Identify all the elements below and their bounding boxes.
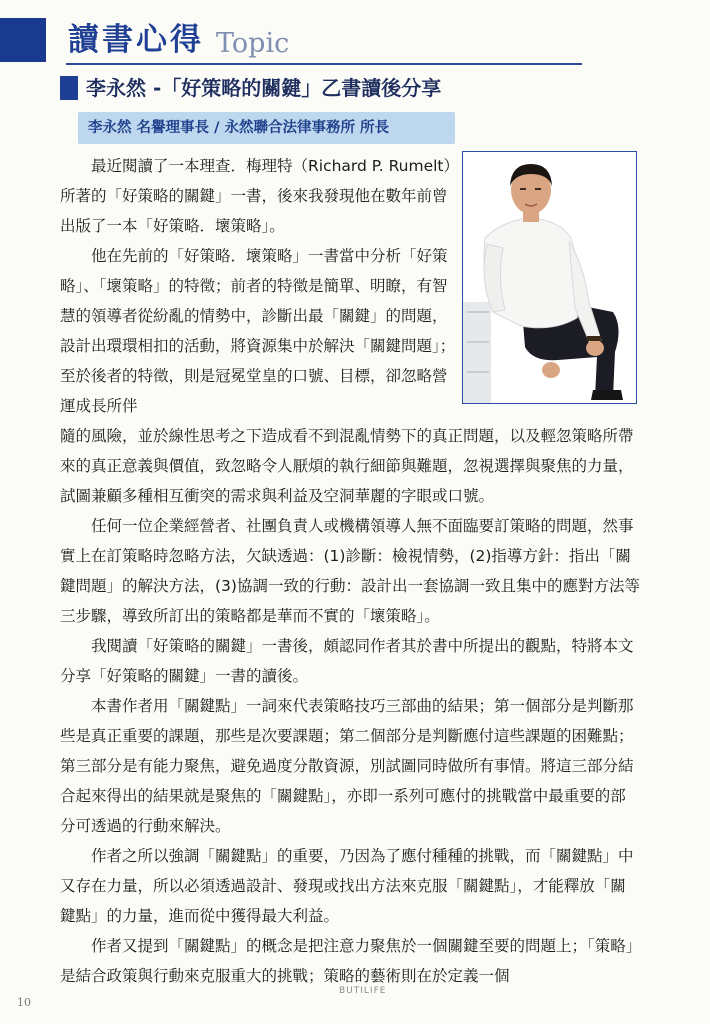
article-paragraph-2: 他在先前的「好策略．壞策略」一書當中分析「好策略」、「壞策略」的特徵；前者的特徵是簡單、明瞭，有智慧的領導者從紛亂的情勢中，診斷出最「關鍵」的問題，設計出環環相扣的活動，將資源集中於解決「關鍵問題」；至於後者的特徵，則是冠冕堂皇的口號、目標，卻忽略營運成長所伴 bbox=[60, 247, 456, 416]
magazine-brand: BUTILIFE bbox=[339, 986, 387, 996]
title-rule bbox=[66, 63, 582, 65]
article-title-marker bbox=[60, 76, 78, 100]
article-paragraph-1: 最近閱讀了一本理查．梅理特（Richard P. Rumelt）所著的「好策略的關鍵」一書，後來我發現他在數年前曾出版了一本「好策略．壞策略」。 bbox=[60, 157, 459, 236]
article-title: 李永然 -「好策略的關鍵」乙書讀後分享 bbox=[86, 76, 442, 100]
byline-banner bbox=[78, 112, 455, 144]
section-color-bar bbox=[0, 18, 46, 62]
article-paragraph-3: 任何一位企業經營者、社團負責人或機構領導人無不面臨要訂策略的問題，然事實上在訂策略時忽略方法，欠缺透過：(1)診斷：檢視情勢，(2)指導方針：指出「關鍵問題」的解決方法，(3)協調一致的行動：設計出一套協調一致且集中的應對方法等三步驟，導致所訂出的策略都是華而不實的「壞策略」。 bbox=[60, 517, 640, 626]
article-paragraph-2-continued: 隨的風險，並於線性思考之下造成看不到混亂情勢下的真正問題，以及輕忽策略所帶來的真正意義與價值，致忽略令人厭煩的執行細節與難題，忽視選擇與聚焦的力量，試圖兼顧多種相互衝突的需求與利益及空洞華麗的字眼或口號。 bbox=[60, 427, 634, 506]
article-paragraph-6: 作者之所以強調「關鍵點」的重要，乃因為了應付種種的挑戰，而「關鍵點」中又存在力量，所以必須透過設計、發現或找出方法來克服「關鍵點」，才能釋放「關鍵點」的力量，進而從中獲得最大利益。 bbox=[60, 847, 634, 926]
page-number: 10 bbox=[17, 996, 31, 1009]
byline-text: 李永然 名譽理事長 / 永然聯合法律事務所 所長 bbox=[88, 120, 389, 136]
article-paragraph-7: 作者又提到「關鍵點」的概念是把注意力聚焦於一個關鍵至要的問題上；「策略」是結合政策與行動來克服重大的挑戰；策略的藝術則在於定義一個 bbox=[60, 937, 634, 986]
author-photo bbox=[462, 151, 637, 404]
section-subtitle: Topic bbox=[216, 28, 290, 59]
article-paragraph-4: 我閱讀「好策略的關鍵」一書後，頗認同作者其於書中所提出的觀點，特將本文分享「好策略的關鍵」一書的讀後。 bbox=[60, 637, 634, 686]
article-paragraph-5: 本書作者用「關鍵點」一詞來代表策略技巧三部曲的結果；第一個部分是判斷那些是真正重要的課題，那些是次要課題；第二個部分是判斷應付這些課題的困難點；第三部分是有能力聚焦，避免過度分散資源，別試圖同時做所有事情。將這三部分結合起來得出的結果就是聚焦的「關鍵點」，亦即一系列可應付的挑戰當中最重要的部分可透過的行動來解決。 bbox=[60, 697, 634, 836]
section-title: 讀書心得 bbox=[68, 22, 204, 58]
author-portrait bbox=[463, 152, 636, 403]
